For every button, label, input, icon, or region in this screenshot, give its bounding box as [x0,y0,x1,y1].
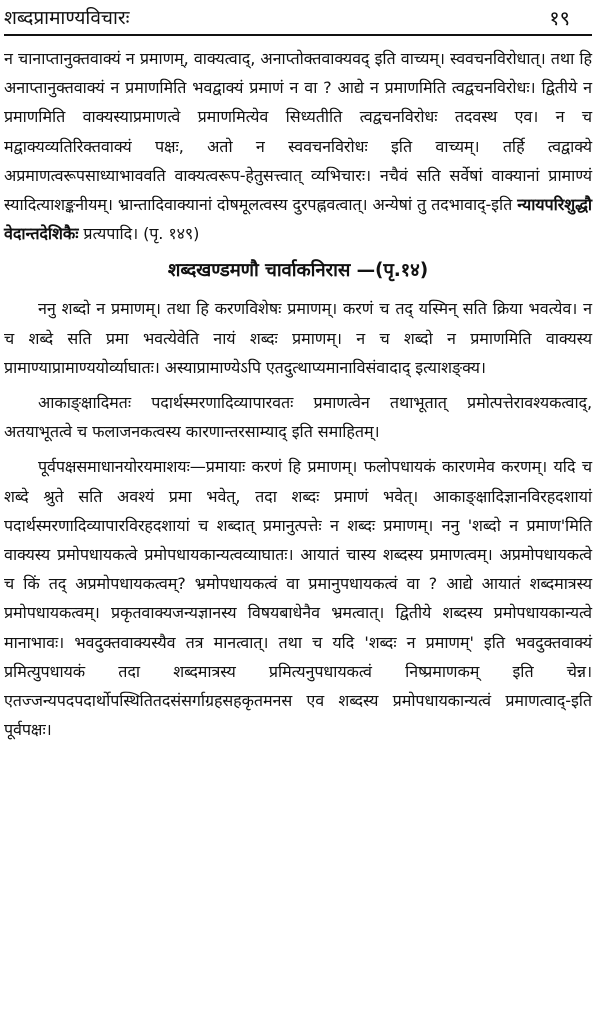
paragraph-opening [4,44,592,248]
paragraph-opening-text: न चानाप्तानुक्तवाक्यं न प्रमाणम्, वाक्यत्वाद्, अनाप्तोक्तवाक्यवद् इति वाच्यम्। स्ववचनविरोधात्। तथा हि अनाप्तानुक्तवाक्यं न प्रमाणमिति भवद्वाक्यं प्रमाणं न वा ? आद्ये न प्रमाणमिति त्वद्वचनविरोधः। द्वितीये न प्रमाणमिति वाक्यस्याप्रमाणत्वे प्रमाणमित्येव सिध्यतीति त्वद्वचनविरोधः तदवस्थ एव। न च मद्वाक्यव्यतिरिक्तवाक्यं पक्षः, अतो न स्ववचनविरोधः इति वाच्यम्। तर्हि त्वद्वाक्ये अप्रमाणत्वरूपसाध्याभाववति वाक्यत्वरूप-हेतुसत्त्वात् व्यभिचारः। नचैवं सति सर्वेषां वाक्यानां प्रामाण्यं स्यादित्याशङ्कनीयम्। भ्रान्तादिवाक्यानां दोषमूलत्वस्य दुरपह्नवत्वात्। अन्येषां तु तदभावाद्-इति [4,49,592,215]
paragraph: आकाङ्क्षादिमतः पदार्थस्मरणादिव्यापारवतः प्रमाणत्वेन तथाभूतात् प्रमोत्पत्तेरावश्यकत्वाद्, अतयाभूतत्वे च फलाजनकत्वस्य कारणान्तरसाम्याद् इति समाहितम्। [4,393,592,442]
citation-bold: न्यायपरिशुद्धौ वेदान्तदेशिकैः [4,195,592,244]
paragraph-opening-tail: प्रत्यपादि। (पृ. १४९) [78,224,200,244]
running-title: शब्दप्रामाण्यविचारः [4,7,130,29]
section-heading: शब्दखण्डमणौ चार्वाकनिरास —(पृ.१४) [167,260,429,282]
paragraph: पूर्वपक्षसमाधानयोरयमाशयः—प्रमायाः करणं हि प्रमाणम्। फलोपधायकं कारणमेव करणम्। यदि च शब्दे श्रुते सति अवश्यं प्रमा भवेत्, तदा शब्दः प्रमाणं भवेत्। आकाङ्क्षादिज्ञानविरहदशायां पदार्थस्मरणादिव्यापारविरहदशायां च शब्दात् प्रमानुत्पत्तेः न शब्दः प्रमाणम्। ननु 'शब्दो न प्रमाण'मिति वाक्यस्य प्रमोपधायकत्वे प्रमोपधायकान्यत्वव्याघातः। आयातं चास्य शब्दस्य प्रमाणत्वम्। अप्रमोपधायकत्वे च किं तद् अप्रमोपधायकत्वम्? भ्रमोपधायकत्वं वा प्रमानुपधायकत्वं वा ? आद्ये आयातं शब्दमात्रस्य प्रमोपधायकत्वम्। प्रकृतवाक्यजन्यज्ञानस्य विषयबाधेनैव भ्रमत्वात्। द्वितीये शब्दस्य प्रमोपधायकान्यत्वे मानाभावः। भवदुक्तवाक्यस्यैव तत्र मानत्वात्। तथा च यदि 'शब्दः न प्रमाणम्' इति भवदुक्तवाक्यं प्रमित्युपधायकं तदा शब्दमात्रस्य प्रमित्यनुपधायकत्वं निष्प्रमाणकम् इति चेन्न। एतज्जन्यपदपदार्थोपस्थितितदसंसर्गाग्रहसहकृतमनस एव शब्दस्य प्रमोपधायकान्यत्वं प्रमाणत्वाद्-इति पूर्वपक्षः। [4,457,592,740]
paragraph: ननु शब्दो न प्रमाणम्। तथा हि करणविशेषः प्रमाणम्। करणं च तद् यस्मिन् सति क्रिया भवत्येव। न च शब्दे सति प्रमा भवत्येवेति नायं शब्दः प्रमाणम्। न च शब्दो न प्रमाणमिति वाक्यस्य प्रामाण्याप्रामाण्ययोर्व्याघातः। अस्याप्रामाण्येऽपि एतदुत्थाप्यमानाविसंवादाद् इत्याशङ्क्य। [4,299,592,377]
page-number: १९ [549,5,570,30]
running-header [4,0,592,36]
page-body [4,44,592,744]
